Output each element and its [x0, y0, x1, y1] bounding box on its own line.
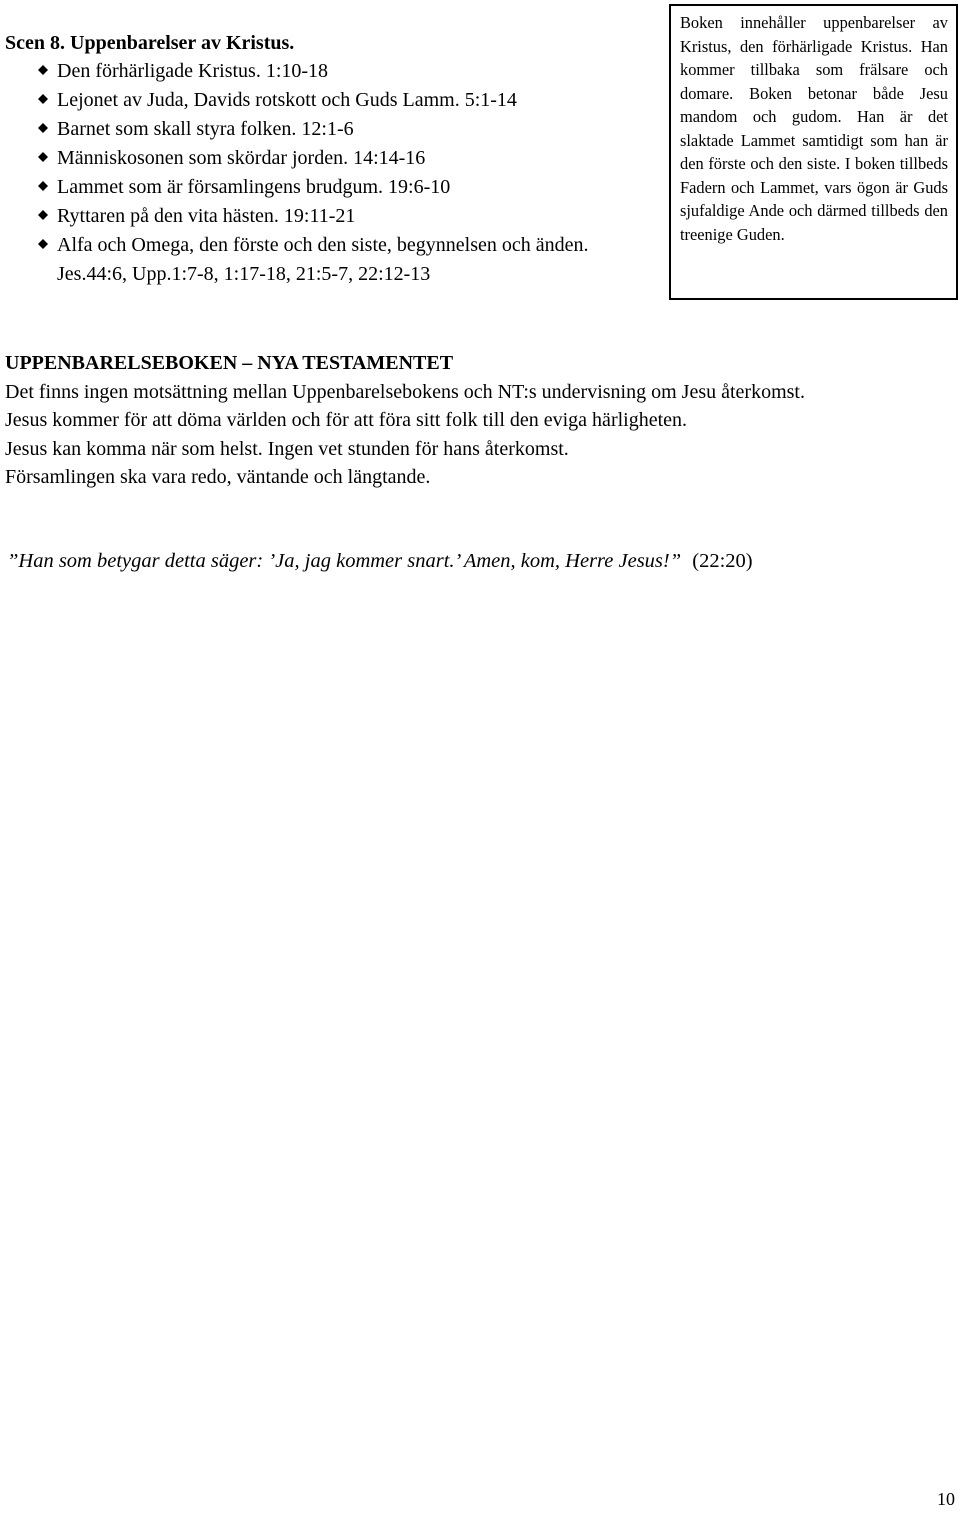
diamond-bullet-icon — [38, 65, 48, 75]
summary-box — [669, 4, 958, 300]
diamond-bullet-icon — [38, 152, 48, 162]
quote-text: ”Han som betygar detta säger: ’Ja, jag kommer snart.’ Amen, kom, Herre Jesus!” — [7, 550, 682, 572]
diamond-bullet-icon — [38, 181, 48, 191]
christ-revelations-list — [0, 57, 660, 289]
diamond-bullet-icon — [38, 94, 48, 104]
list-item-text: Den förhärligade Kristus. 1:10-18 — [57, 60, 329, 82]
diamond-bullet-icon — [38, 210, 48, 220]
list-item-text: Lammet som är församlingens brudgum. 19:6-10 — [57, 176, 451, 198]
list-item-text: Lejonet av Juda, Davids rotskott och Guds Lamm. 5:1-14 — [57, 89, 517, 111]
list-item — [0, 231, 660, 289]
diamond-bullet-icon — [38, 239, 48, 249]
list-item-text: Barnet som skall styra folken. 12:1-6 — [57, 118, 354, 140]
list-item — [0, 57, 660, 86]
page-number: 10 — [937, 1489, 955, 1509]
list-item — [0, 144, 660, 173]
list-item — [0, 86, 660, 115]
list-item-text: Ryttaren på den vita hästen. 19:11-21 — [57, 205, 356, 227]
section-paragraph: Det finns ingen motsättning mellan Uppenbarelsebokens och NT:s undervisning om Jesu återkomst. — [5, 380, 805, 403]
list-item-text: Alfa och Omega, den förste och den siste, begynnelsen och änden. Jes.44:6, Upp.1:7-8, 1:17-18, 21:5-7, 22:12-13 — [57, 234, 589, 285]
list-item — [0, 115, 660, 144]
closing-quote — [7, 547, 753, 575]
list-item — [0, 202, 660, 231]
summary-box-text: Boken innehåller uppenbarelser av Kristus, den förhärligade Kristus. Han kommer tillbaka som frälsare och domare. Boken betonar både Jesu mandom och gudom. Han är det slaktade Lammet samtidigt som han är den förste och den siste. I boken tillbeds Fadern och Lammet, vars ögon är Guds sjufaldige Ande och därmed tillbeds den treenige Guden. — [680, 13, 948, 244]
scene-title: Scen 8. Uppenbarelser av Kristus. — [5, 32, 295, 54]
list-item — [0, 173, 660, 202]
new-testament-section — [5, 349, 905, 492]
diamond-bullet-icon — [38, 123, 48, 133]
section-paragraph: Församlingen ska vara redo, väntande och längtande. — [5, 466, 431, 488]
section-heading: UPPENBARELSEBOKEN – NYA TESTAMENTET — [5, 352, 454, 374]
list-item-text: Människosonen som skördar jorden. 14:14-16 — [57, 147, 426, 169]
quote-reference: (22:20) — [692, 550, 753, 572]
section-paragraph: Jesus kan komma när som helst. Ingen vet stunden för hans återkomst. — [5, 437, 569, 460]
section-paragraph: Jesus kommer för att döma världen och för att föra sitt folk till den eviga härligheten. — [5, 409, 688, 431]
